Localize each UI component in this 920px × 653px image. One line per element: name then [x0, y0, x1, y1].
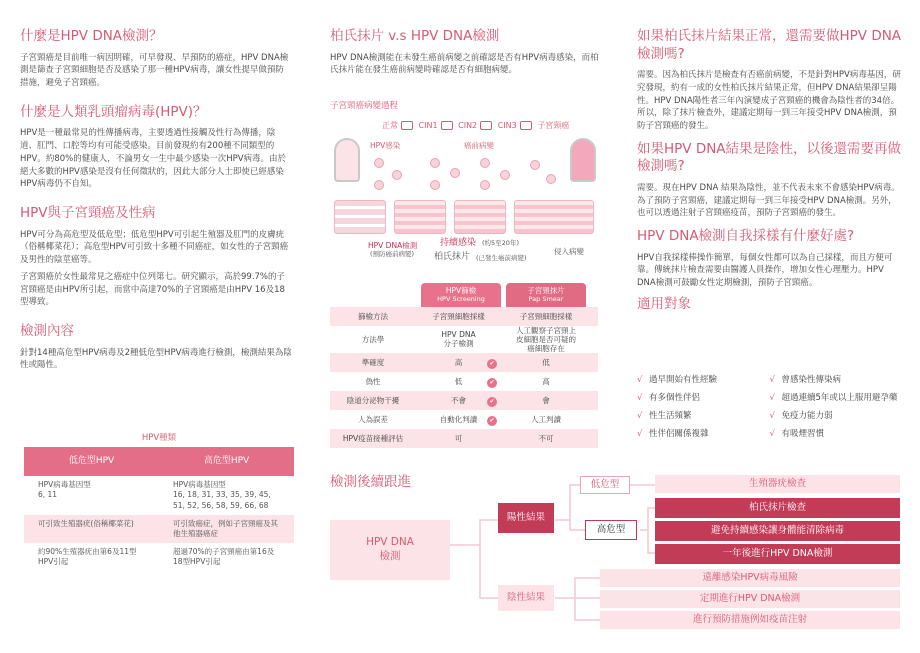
stage-normal: 正常 — [382, 121, 398, 130]
cell-hpv-text: 可 — [454, 433, 463, 443]
target-list-right — [770, 375, 903, 447]
hpv-types-caption: HPV種類 — [141, 433, 177, 443]
tab-hpv-sub: HPV Screening — [437, 295, 485, 304]
list-item — [770, 393, 903, 405]
arrow-icon — [401, 121, 413, 130]
thumbs-up-icon: ✔ — [487, 416, 497, 426]
flow-neg-action-2: 定期進行HPV DNA檢測 — [600, 590, 900, 608]
stage-bar — [382, 120, 569, 132]
cell-hpv — [416, 415, 501, 424]
uterus-cancer-icon — [570, 138, 596, 182]
comparison-table — [330, 283, 598, 448]
table-row — [24, 515, 294, 543]
cell-criterion: 人為誤差 — [358, 414, 388, 424]
check-icon: √ — [637, 392, 643, 403]
cell-high: 可引致癌症，例如子宮頸癌及其他生殖器癌症 — [173, 518, 278, 538]
cell-icon — [500, 170, 510, 180]
cell-low: HPV病毒基因型 6, 11 — [38, 480, 91, 500]
thumbs-up-icon: ✔ — [487, 397, 497, 407]
tab-pap-sub: Pap Smear — [528, 295, 564, 304]
section-text-pap-vs-hpv: HPV DNA檢測能在未發生癌前病變之前確認是否有HPV病毒感染，而柏氏抹片能在發生癌前病變時確認是否有細胞病變。 — [330, 52, 599, 76]
list-item — [637, 393, 770, 405]
cell-criterion: 方法學 — [361, 334, 385, 344]
cell-icon — [374, 180, 384, 190]
cell-pap: 低 — [542, 357, 550, 367]
target-list — [637, 375, 902, 447]
section-text-what-is-hpv-dna: 子宮頸癌是目前唯一病因明確，可早發現、早預防的癌症，HPV DNA檢測是篩查子宮頸細胞是否及感染了那一種HPV病毒，讓女性提早做預防措施，避免子宮頸癌。 — [20, 52, 289, 89]
header-high-risk: 高危型HPV — [203, 455, 250, 466]
flow-high-action-2: 避免持續感染讓身體能清除病毒 — [655, 521, 900, 541]
check-icon: √ — [769, 428, 775, 439]
table-row — [24, 543, 294, 571]
section-text-hpv-cancer-1: HPV可分為高危型及低危型；低危型HPV可引起生殖器及肛門的皮膚疣（俗稱椰菜花）；高危型HPV可引致十多種不同癌症，如女性的子宮頸癌及男性的陰莖癌等。 — [20, 229, 289, 266]
label-hpv-dna: HPV DNA檢測 — [368, 241, 418, 250]
section-title-self-sampling: HPV DNA檢測自我採樣有什麼好處? — [637, 228, 855, 245]
label-pap-sub: (已發生癌前病變) — [476, 254, 527, 262]
thumbs-up-icon: ✔ — [487, 359, 497, 369]
cell-icon — [430, 180, 440, 190]
table-row — [330, 429, 598, 448]
column-left — [20, 0, 292, 376]
list-item-text: 免疫力能力弱 — [781, 410, 833, 421]
list-item — [637, 375, 770, 387]
stage-cancer: 子宮頸癌 — [537, 121, 570, 130]
cell-hpv-text: 低 — [454, 376, 463, 386]
arrow-icon — [480, 121, 492, 130]
section-title-test-content: 檢測內容 — [20, 323, 74, 340]
stage-cin3: CIN3 — [497, 121, 517, 130]
cell-icon — [374, 158, 384, 168]
flow-neg-action-1: 遠離感染HPV病毒風險 — [600, 569, 900, 587]
hpv-types-table — [24, 432, 294, 571]
flow-negative: 陰性結果 — [498, 585, 554, 611]
label-invasive: 侵入病變 — [554, 247, 584, 256]
comparison-header — [330, 283, 598, 307]
cell-hpv-text: 不會 — [451, 395, 466, 405]
follow-up-heading: 檢測後續跟進 — [330, 474, 411, 490]
cell-high: HPV病毒基因型 16, 18, 31, 33, 35, 39, 45, 51, 52, 56, 58, 59, 66, 68 — [173, 480, 271, 510]
list-item-text: 性生活頻繁 — [649, 410, 692, 421]
arrow-icon — [441, 121, 453, 130]
check-icon: √ — [637, 428, 643, 439]
section-text-test-content: 針對14種高危型HPV病毒及2種低危型HPV病毒進行檢測，檢測結果為陰性或陽性。 — [20, 347, 292, 371]
cell-criterion: 陰道分泌物干擾 — [346, 395, 400, 405]
cell-criterion: 篩檢方法 — [358, 311, 388, 321]
cell-pap: 不可 — [538, 433, 554, 443]
arrow-icon — [520, 121, 532, 130]
section-text-pap-normal: 需要。因為柏氏抹片是檢查有否癌前病變，不是針對HPV病毒基因，研究發現，約有一成的女性柏氏抹片結果正常，但HPV DNA結果卻呈陽性。HPV DNA陽性者三年內演變成子宮頸癌的機會為陰性者的34倍。所以，除了抹片檢查外，建議定期每一到三年接受HPV DNA檢測，預防子宮頸癌的發生。 — [637, 70, 901, 132]
tissue-cin1-icon — [394, 200, 446, 234]
cell-hpv — [416, 396, 501, 405]
tissue-normal-icon — [334, 200, 386, 234]
target-list-left — [637, 375, 770, 447]
cell-pap: 人工判讀 — [531, 414, 561, 424]
flow-high-action-1: 柏氏抹片檢查 — [655, 498, 900, 518]
list-item-text: 性伴侶關係複雜 — [649, 428, 709, 439]
stage-cin2: CIN2 — [458, 121, 478, 130]
flow-high-action-3: 一年後進行HPV DNA檢測 — [655, 544, 900, 564]
section-title-negative: 如果HPV DNA結果是陰性，以後還需要再做檢測嗎? — [637, 140, 902, 175]
cell-high: 超過70%的子宮頸癌由第16及18型HPV引起 — [173, 546, 275, 566]
list-item-text: 有多個性伴侶 — [649, 392, 701, 403]
cell-pap: 高 — [542, 376, 550, 386]
cell-criterion: 偽性 — [365, 376, 381, 386]
table-row — [330, 353, 598, 372]
cervical-cancer-diagram — [330, 100, 600, 270]
section-title-targets: 適用對象 — [637, 295, 691, 312]
cell-icon — [392, 170, 402, 180]
flow-root: HPV DNA 檢測 — [330, 520, 450, 580]
cell-icon — [450, 168, 460, 178]
stage-cin1: CIN1 — [418, 121, 438, 130]
flow-low-action: 生殖器疣檢查 — [655, 475, 900, 493]
cell-criterion: HPV疫苗接種評估 — [342, 433, 404, 443]
flow-neg-action-3: 進行預防措施例如疫苗注射 — [600, 611, 900, 629]
check-icon: √ — [769, 392, 775, 403]
flow-positive: 陽性結果 — [498, 503, 554, 533]
table-row — [330, 372, 598, 391]
list-item-text: 有吸煙習慣 — [781, 428, 825, 439]
column-middle — [330, 0, 600, 81]
tissue-cin2-icon — [454, 200, 506, 234]
table-row — [330, 391, 598, 410]
cell-icon — [530, 160, 540, 170]
section-text-self-sampling: HPV自我採樣棒操作簡單，每個女性都可以為自己採樣，而且方便可靠。傳統抹片檢查需要由醫護人員操作，增加女性心理壓力。HPV DNA檢測可鼓勵女性定期檢測，預防子宮頸癌。 — [637, 252, 893, 289]
cell-icon — [430, 158, 440, 168]
label-hpv-dna-sub: (預防癌前病變) — [370, 250, 415, 258]
check-icon: √ — [637, 410, 643, 421]
list-item-text: 超過連續5年或以上服用避孕藥 — [781, 392, 898, 403]
check-icon: √ — [637, 375, 643, 385]
section-text-hpv-cancer-2: 子宮頸癌於女性最常見之癌症中位列第七。研究顯示，高於99.7%的子宮頸癌是由HPV所引起，而當中高達70%的子宮頸癌是由HPV 16及18型導致。 — [20, 271, 286, 308]
section-title-pap-vs-hpv: 柏氏抹片 v.s HPV DNA檢測 — [330, 28, 500, 44]
diagram-title: 子宮頸癌病變過程 — [330, 101, 399, 111]
tab-pap-smear — [506, 283, 586, 307]
flow-low-risk: 低危型 — [580, 476, 630, 494]
cell-icon — [480, 180, 490, 190]
table-row — [330, 307, 598, 326]
cell-hpv — [416, 377, 501, 386]
cell-hpv — [416, 312, 501, 321]
check-icon: √ — [769, 375, 775, 385]
tab-hpv-label: HPV篩檢 — [445, 286, 477, 295]
cell-hpv-text: HPV DNA 分子檢測 — [441, 330, 476, 348]
cell-hpv — [416, 330, 501, 348]
label-persistent-sub: (約5至20年) — [482, 239, 519, 247]
list-item — [770, 375, 903, 387]
section-title-what-is-hpv: 什麼是人類乳頭瘤病毒(HPV)？ — [20, 103, 207, 120]
cell-pap: 會 — [542, 395, 550, 405]
cell-hpv — [416, 358, 501, 367]
cell-low: 約90%生殖器疣由第6及11型HPV引起 — [38, 546, 137, 566]
column-right — [637, 0, 902, 320]
section-text-what-is-hpv: HPV是一種最常見的性傳播病毒，主要透過性接觸及性行為傳播，陰道、肛門、口腔等均有可能受感染。目前發現約有200種不同類型的HPV。約80%的健康人，不論男女一生中最少感染一次HPV病毒。由於絕大多數的HPV感染是沒有任何徵狀的，因此大部分人士即使已經感染HPV病毒仍不自知。 — [20, 128, 287, 190]
uterus-normal-icon — [334, 138, 360, 182]
tissue-cancer-icon — [514, 200, 594, 234]
cell-low: 可引致生殖器疣(俗稱椰菜花) — [38, 518, 134, 528]
table-row — [330, 326, 598, 353]
list-item — [637, 429, 770, 441]
list-item — [770, 411, 903, 423]
cell-hpv — [416, 434, 501, 443]
follow-up-title — [330, 474, 411, 498]
list-item — [770, 429, 903, 441]
section-text-negative: 需要。現在HPV DNA 結果為陰性，並不代表未來不會感染HPV病毒。為了預防子宮頸癌，建議定期每一到三年接受HPV DNA檢測。另外，也可以透過注射子宮頸癌疫苗，預防子宮頸癌的發生。 — [637, 182, 900, 219]
cell-pap: 子宮頸細胞採樣 — [519, 311, 573, 321]
section-title-what-is-hpv-dna: 什麼是HPV DNA檢測？ — [20, 28, 163, 44]
header-low-risk: 低危型HPV — [68, 455, 115, 466]
label-precancer: 癌前病變 — [464, 141, 494, 150]
list-item-text: 過早開始有性經驗 — [649, 375, 718, 385]
tab-pap-label: 子宮頸抹片 — [527, 286, 565, 295]
cell-hpv-text: 高 — [454, 357, 463, 367]
cell-hpv-text: 自動化判讀 — [439, 414, 478, 424]
label-hpv-infection: HPV感染 — [370, 141, 401, 150]
section-title-hpv-cancer: HPV與子宮頸癌及性病 — [20, 205, 156, 222]
table-row — [24, 476, 294, 514]
table-row — [330, 410, 598, 429]
cell-icon — [480, 158, 490, 168]
hpv-types-header — [24, 447, 294, 477]
label-pap: 柏氏抹片 — [434, 252, 471, 262]
label-persistent: 持續感染 — [440, 238, 477, 248]
cell-icon — [546, 174, 556, 184]
list-item — [637, 411, 770, 423]
list-item-text: 曾感染性傳染病 — [781, 375, 842, 385]
cell-hpv-text: 子宮頸細胞採樣 — [432, 311, 485, 321]
flow-high-risk: 高危型 — [585, 520, 637, 540]
cell-criterion: 準確度 — [361, 357, 385, 367]
check-icon: √ — [769, 410, 775, 421]
section-title-pap-normal: 如果柏氏抹片結果正常，還需要做HPV DNA檢測嗎? — [637, 28, 902, 62]
thumbs-up-icon: ✔ — [487, 378, 497, 388]
cell-pap: 人工觀察子宮頸上 皮細胞是否可疑的 癌細胞存在 — [516, 325, 576, 353]
tab-hpv-screening — [421, 283, 501, 307]
